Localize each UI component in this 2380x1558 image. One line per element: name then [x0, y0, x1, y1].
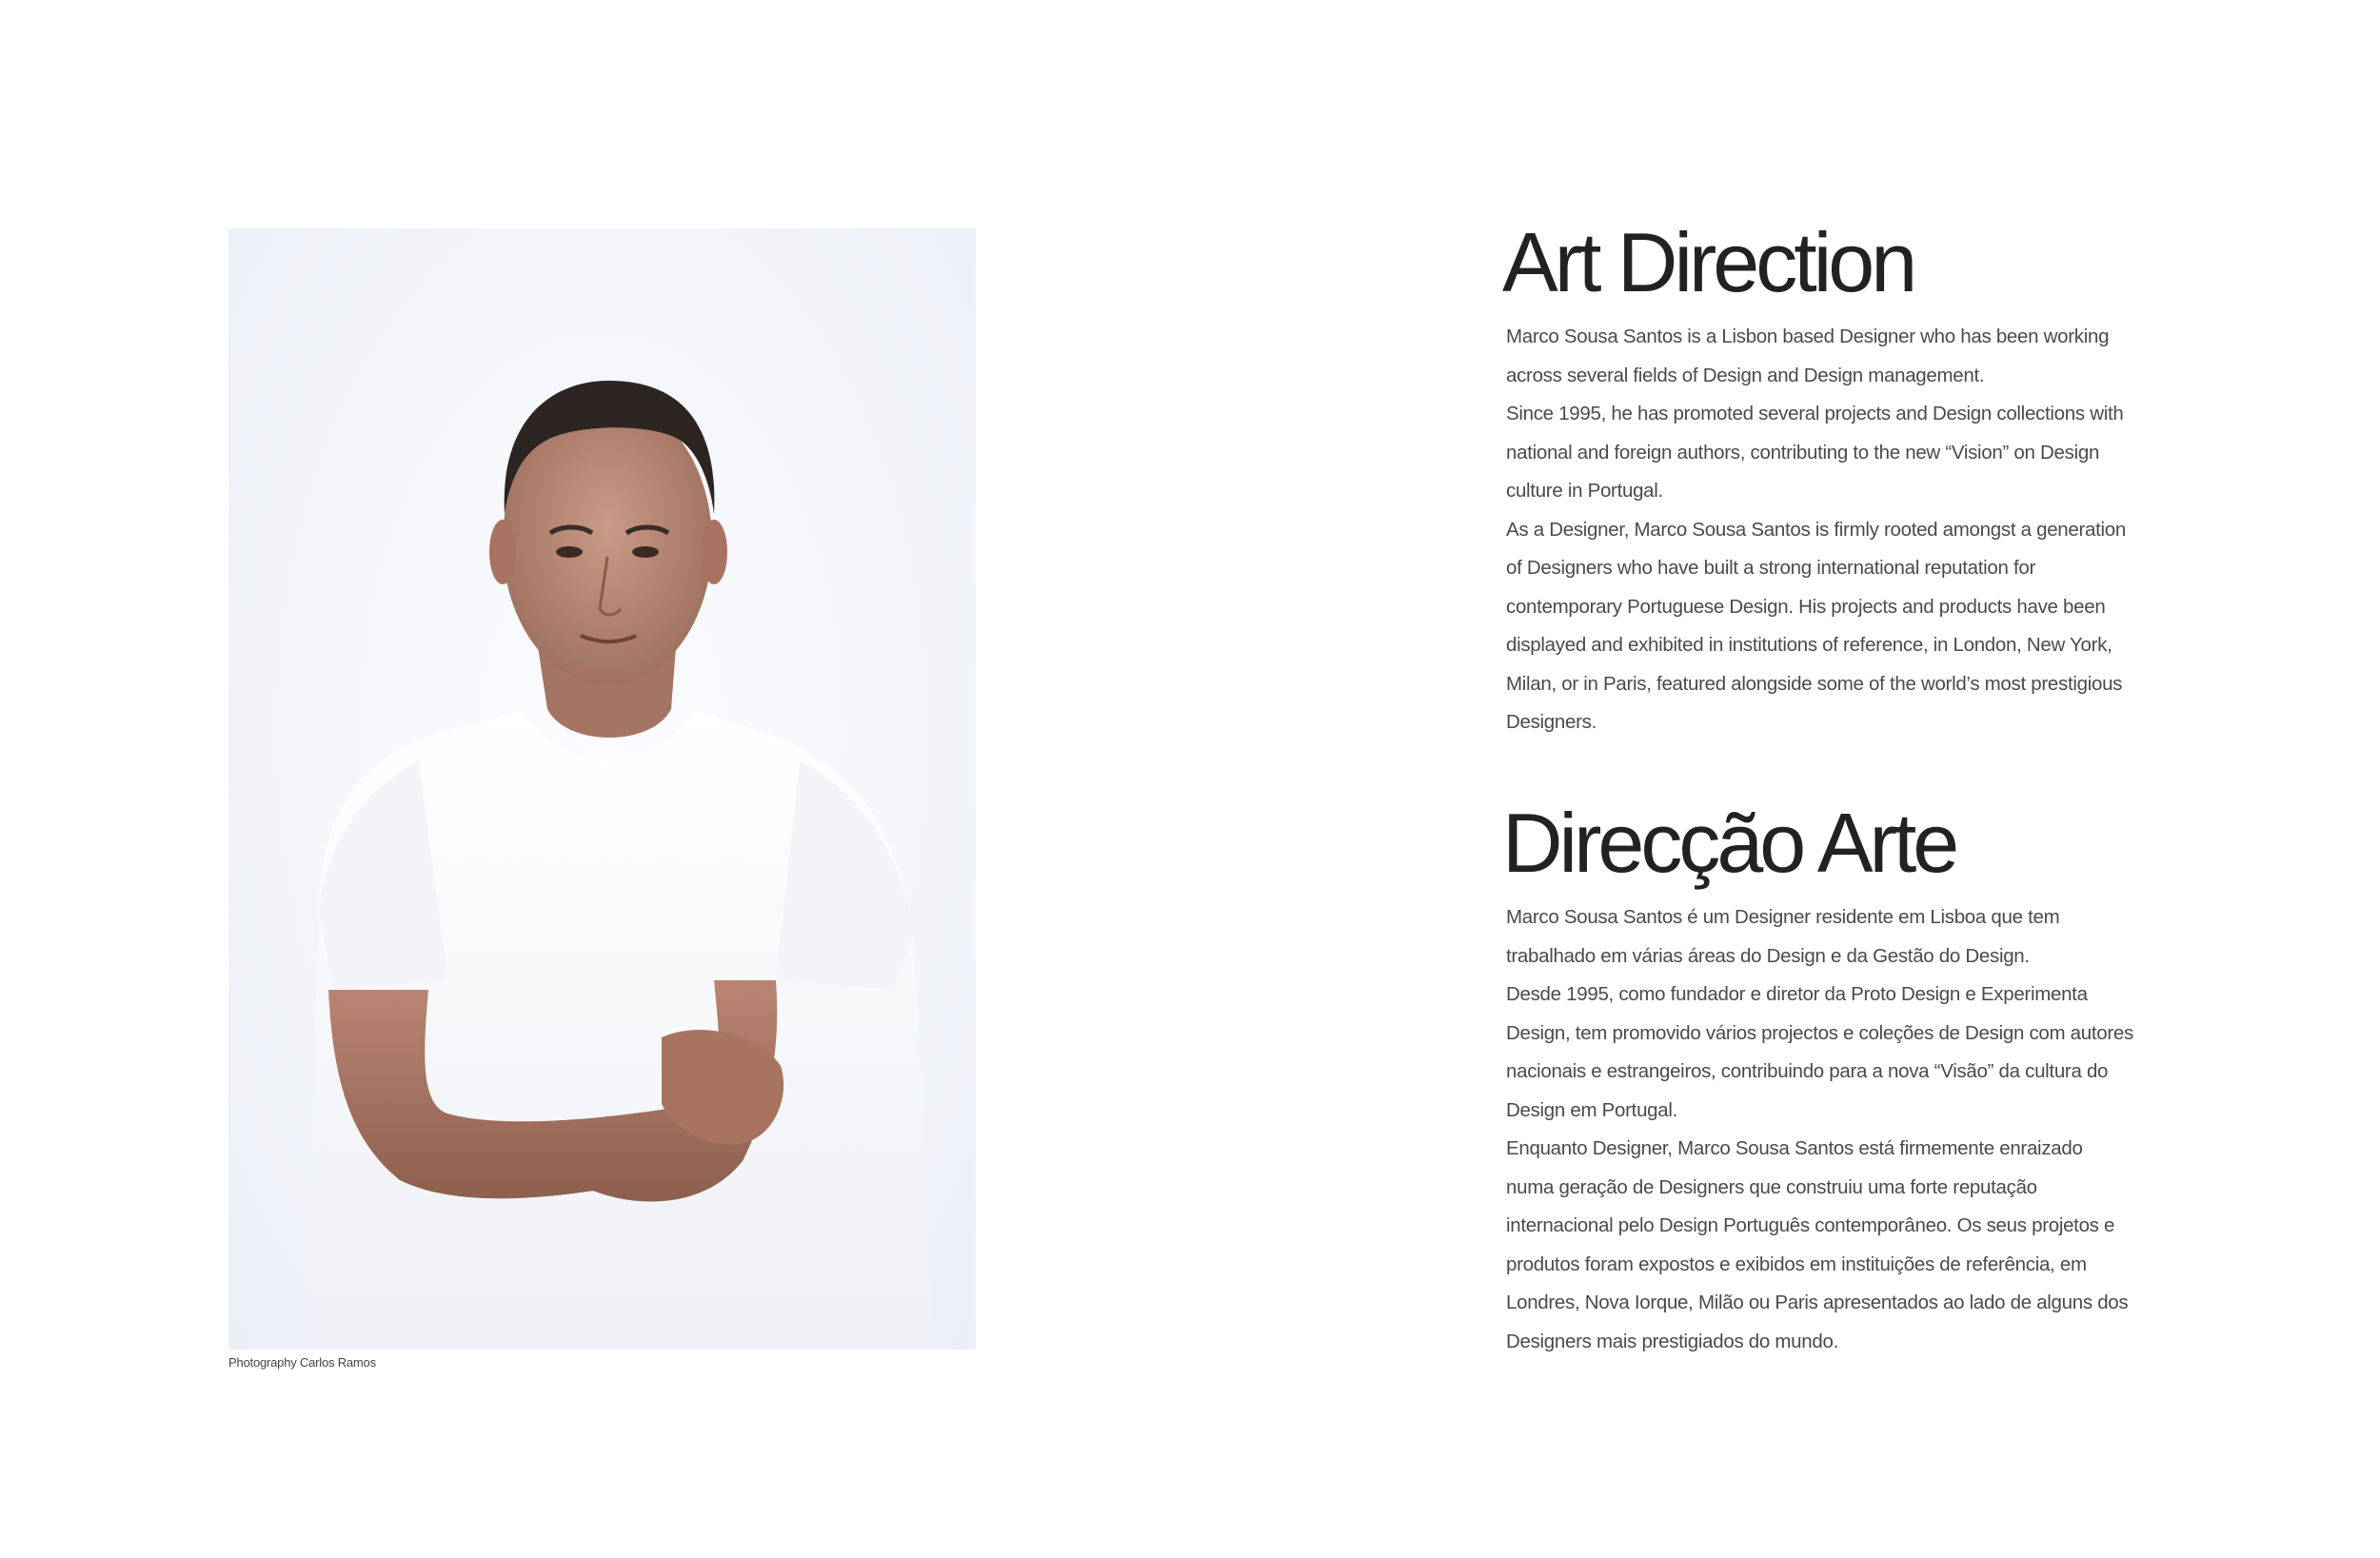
portrait-illustration [228, 228, 976, 1350]
portuguese-section [1502, 796, 2134, 1361]
portuguese-paragraph: Marco Sousa Santos é um Designer residente em Lisboa que tem trabalhado em várias áreas do Design e da Gestão do Design. [1506, 906, 2060, 967]
portuguese-paragraph: Enquanto Designer, Marco Sousa Santos está firmemente enraizado numa geração de Designers que construiu uma forte reputação internacional pelo Design Português contemporâneo. Os seus projetos e produtos foram expostos e exibidos em instituições de referência, em Londres, Nova Iorque, Milão ou Paris apresentados ao lado de alguns dos Designers mais prestigiados do mundo. [1506, 1137, 2129, 1352]
english-section [1502, 215, 2134, 742]
portuguese-heading: Direcção Arte [1502, 796, 1956, 890]
english-paragraph: As a Designer, Marco Sousa Santos is firmly rooted amongst a generation of Designers who have built a strong international reputation for contemporary Portuguese Design. His projects and products have been displayed and exhibited in institutions of reference, in London, New York, Milan, or in Paris, featured alongside some of the world’s most prestigious Designers. [1506, 518, 2126, 733]
photo-caption: Photography Carlos Ramos [228, 1355, 376, 1370]
english-heading: Art Direction [1502, 215, 1914, 309]
english-paragraph: Marco Sousa Santos is a Lisbon based Designer who has been working across several fields of Design and Design management. [1506, 325, 2110, 386]
english-paragraph: Since 1995, he has promoted several projects and Design collections with national and foreign authors, contributing to the new “Vision” on Design culture in Portugal. [1506, 403, 2124, 502]
portuguese-paragraph: Desde 1995, como fundador e diretor da Proto Design e Experimenta Design, tem promovido vários projectos e coleções de Design com autores nacionais e estrangeiros, contribuindo para a nova “Visão” da cultura do Design em Portugal. [1506, 983, 2133, 1121]
portrait-photo [228, 228, 976, 1350]
